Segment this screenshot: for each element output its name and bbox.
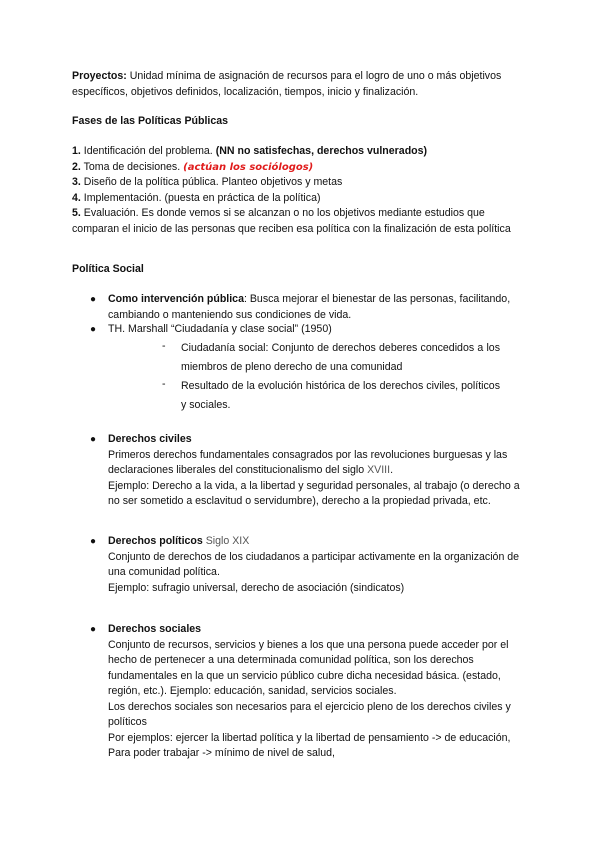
dash-icon: - — [162, 378, 166, 390]
sub-item: Ciudadanía social: Conjunto de derechos deberes concedidos a los miembros de pleno derecho de una comunidad — [181, 342, 500, 373]
civiles-section — [108, 432, 528, 510]
bullet-icon: ● — [90, 434, 97, 445]
bullet-item: TH. Marshall “Ciudadanía y clase social” (1950) — [108, 323, 332, 335]
bullet-icon: ● — [90, 624, 97, 635]
politicos-title: Derechos políticos — [108, 535, 203, 547]
civiles-p1: Primeros derechos fundamentales consagrados por las revoluciones burguesas y las declaraciones liberales del constitucionalismo del siglo XVIII. — [108, 448, 508, 476]
politicos-p2: Ejemplo: sufragio universal, derecho de asociación (sindicatos) — [108, 581, 405, 594]
social-heading: Política Social — [72, 263, 144, 275]
sociales-p1: Conjunto de recursos, servicios y bienes a los que una persona puede acceder por el hecho de pertenecer a una determinada comunidad política, son los derechos fundamentales en la que un servicio público cubre dicha necesidad básica. (estado, región, etc.). Ejemplo: educación, sanidad, servicios sociales. — [108, 638, 509, 697]
bullet-item: Como intervención pública: Busca mejorar el bienestar de las personas, facilitando, cambiando o manteniendo sus condiciones de vida. — [108, 293, 511, 321]
fases-list — [72, 144, 528, 237]
sociales-p2: Los derechos sociales son necesarios para el ejercicio pleno de los derechos civiles y políticos — [108, 700, 511, 728]
fase-item: 2. Toma de decisiones. (actúan los sociólogos) — [72, 160, 314, 173]
sociales-title: Derechos sociales — [108, 623, 202, 635]
bullet-icon: ● — [90, 536, 97, 547]
sub-item: Resultado de la evolución histórica de los derechos civiles, políticos y sociales. — [181, 380, 500, 411]
civiles-title: Derechos civiles — [108, 433, 192, 445]
politicos-p1: Conjunto de derechos de los ciudadanos a participar activamente en la organización de una comunidad política. — [108, 550, 520, 578]
sociales-p4: Para poder trabajar -> mínimo de nivel de salud, — [108, 747, 336, 759]
sociales-section — [108, 622, 528, 762]
dash-icon: - — [162, 340, 166, 352]
intro-text: Unidad mínima de asignación de recursos para el logro de uno o más objetivos específicos, objetivos definidos, localización, tiempos, inicio y finalización. — [72, 70, 502, 98]
bullet-icon: ● — [90, 324, 97, 335]
fases-heading: Fases de las Políticas Públicas — [72, 115, 229, 127]
fase-item: 1. Identificación del problema. (NN no satisfechas, derechos vulnerados) — [72, 145, 428, 157]
fase-item: 5. Evaluación. Es donde vemos si se alcanzan o no los objetivos mediante estudios que comparan el inicio de las personas que reciben esa política con la finalización de esta política — [72, 207, 511, 235]
fase-item: 3. Diseño de la política pública. Planteo objetivos y metas — [72, 176, 343, 188]
sociales-p3: Por ejemplos: ejercer la libertad política y la libertad de pensamiento -> de educación, — [108, 731, 511, 744]
politicos-section: Derechos políticos Siglo XIX Conjunto de derechos de los ciudadanos a participar activamente en la organización de una comunidad política. Ejemplo: sufragio universal, derecho de asociación (sindicatos) — [108, 534, 528, 596]
intro-paragraph — [72, 69, 528, 100]
civiles-p2: Ejemplo: Derecho a la vida, a la libertad y seguridad personales, al trabajo (o derecho a no ser sometido a esclavitud o servidumbre), derecho a la propiedad privada, etc. — [108, 479, 520, 507]
intro-label: Proyectos: — [72, 70, 127, 82]
fase-item: 4. Implementación. (puesta en práctica de la política) — [72, 191, 321, 204]
bullet-icon: ● — [90, 294, 97, 305]
highlight-note: (actúan los sociólogos) — [183, 161, 314, 173]
